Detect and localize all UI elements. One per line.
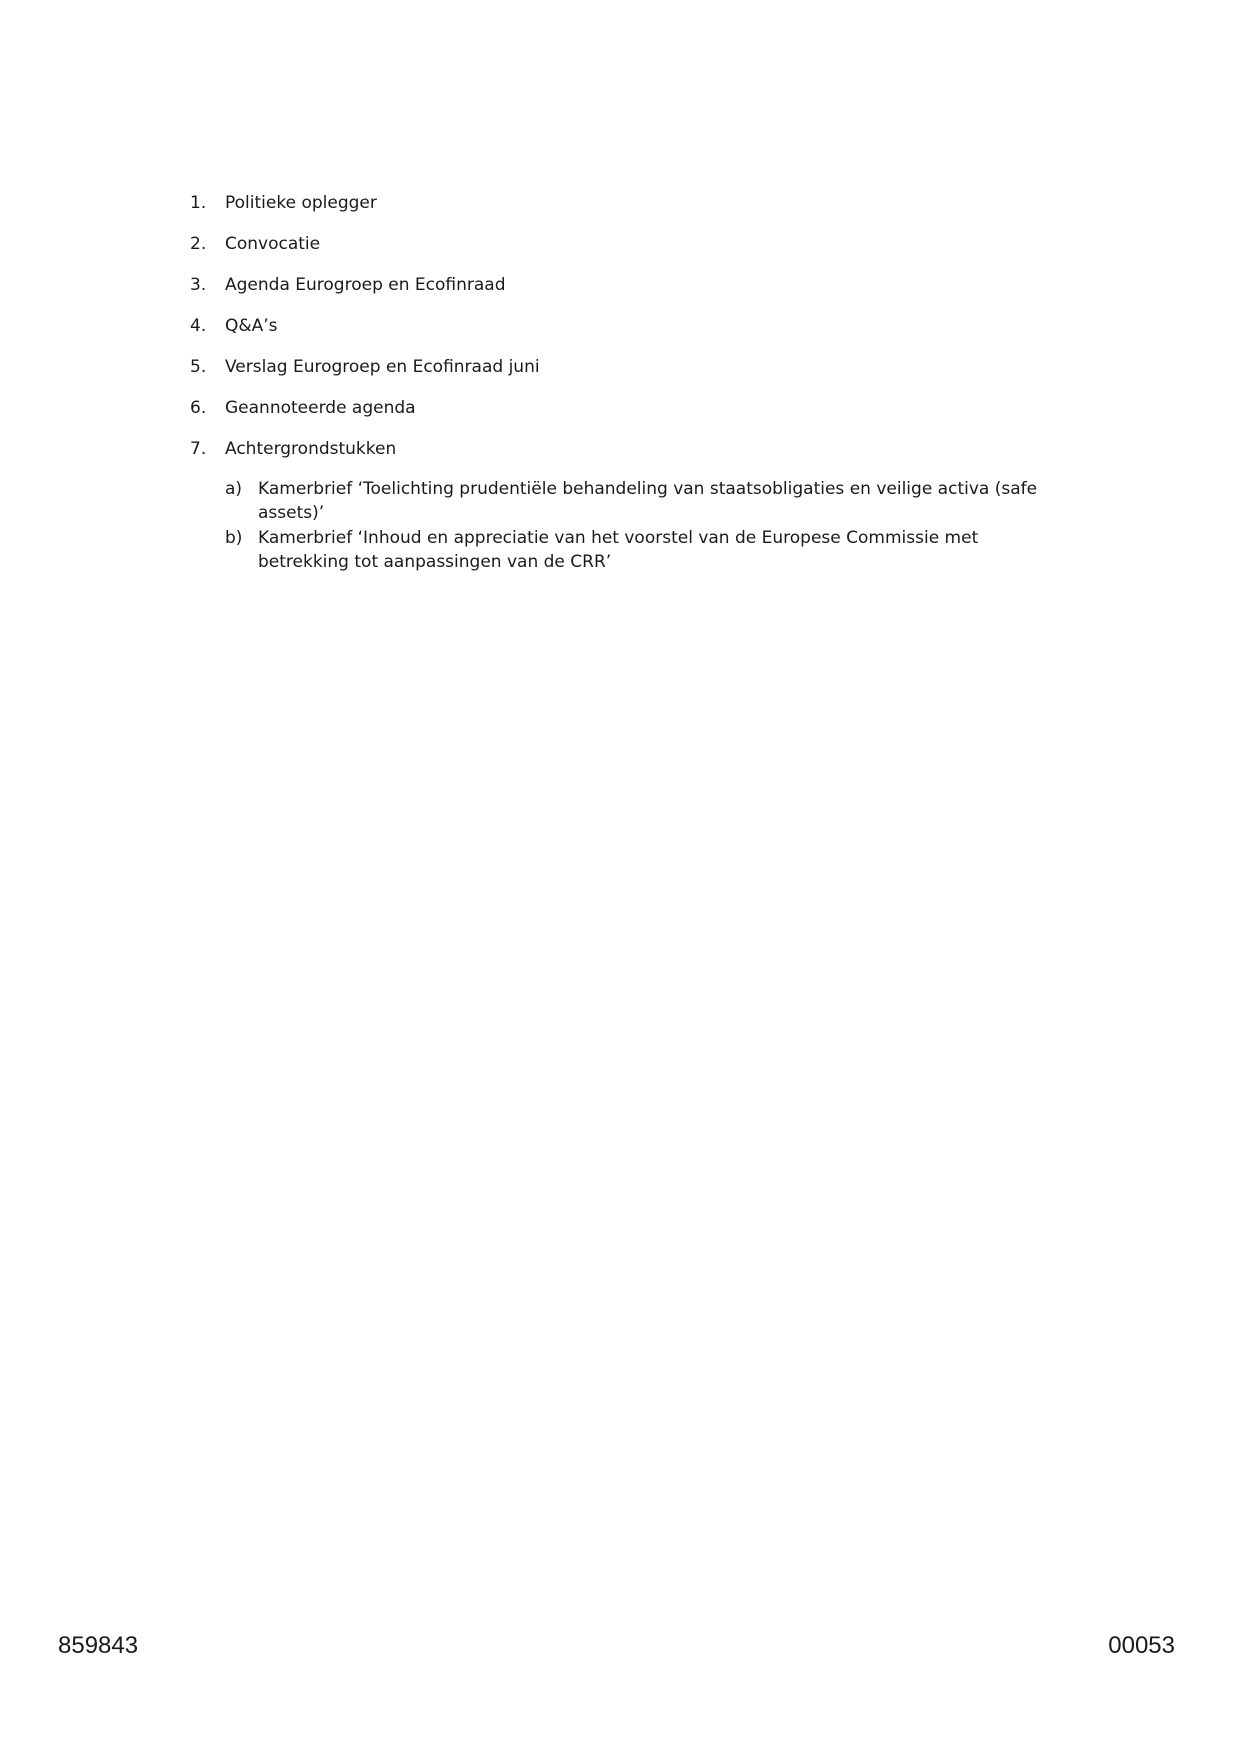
sublist-item-letter: b) xyxy=(225,528,243,548)
list-item-number: 4. xyxy=(190,316,207,336)
list-item-number: 5. xyxy=(190,357,207,377)
attachment-list xyxy=(190,191,1050,478)
list-item-label: Q&A’s xyxy=(225,316,278,336)
list-item xyxy=(190,396,1050,437)
list-item-label: Verslag Eurogroep en Ecofinraad juni xyxy=(225,357,540,377)
page-number-right: 00053 xyxy=(1108,1632,1175,1659)
background-documents-sublist xyxy=(225,477,1055,575)
list-item-label: Agenda Eurogroep en Ecofinraad xyxy=(225,275,506,295)
list-item xyxy=(190,273,1050,314)
list-item-number: 2. xyxy=(190,234,207,254)
list-item xyxy=(190,437,1050,478)
sublist-item-text: Kamerbrief ‘Inhoud en appreciatie van het voorstel van de Europese Commissie met betrekking tot aanpassingen van de CRR’ xyxy=(258,528,979,572)
list-item xyxy=(190,232,1050,273)
list-item-number: 7. xyxy=(190,439,207,459)
list-item-label: Politieke oplegger xyxy=(225,193,377,213)
sublist-item xyxy=(225,477,1055,525)
list-item-label: Convocatie xyxy=(225,234,321,254)
sublist-item xyxy=(225,526,1055,574)
sublist-item-letter: a) xyxy=(225,479,243,499)
list-item xyxy=(190,355,1050,396)
list-item-label: Achtergrondstukken xyxy=(225,439,397,459)
list-item xyxy=(190,314,1050,355)
list-item-number: 6. xyxy=(190,398,207,418)
list-item xyxy=(190,191,1050,232)
list-item-number: 1. xyxy=(190,193,207,213)
document-id-left: 859843 xyxy=(58,1632,139,1659)
list-item-number: 3. xyxy=(190,275,207,295)
sublist-item-text: Kamerbrief ‘Toelichting prudentiële behandeling van staatsobligaties en veilige activa (safe assets)’ xyxy=(258,479,1038,523)
list-item-label: Geannoteerde agenda xyxy=(225,398,416,418)
